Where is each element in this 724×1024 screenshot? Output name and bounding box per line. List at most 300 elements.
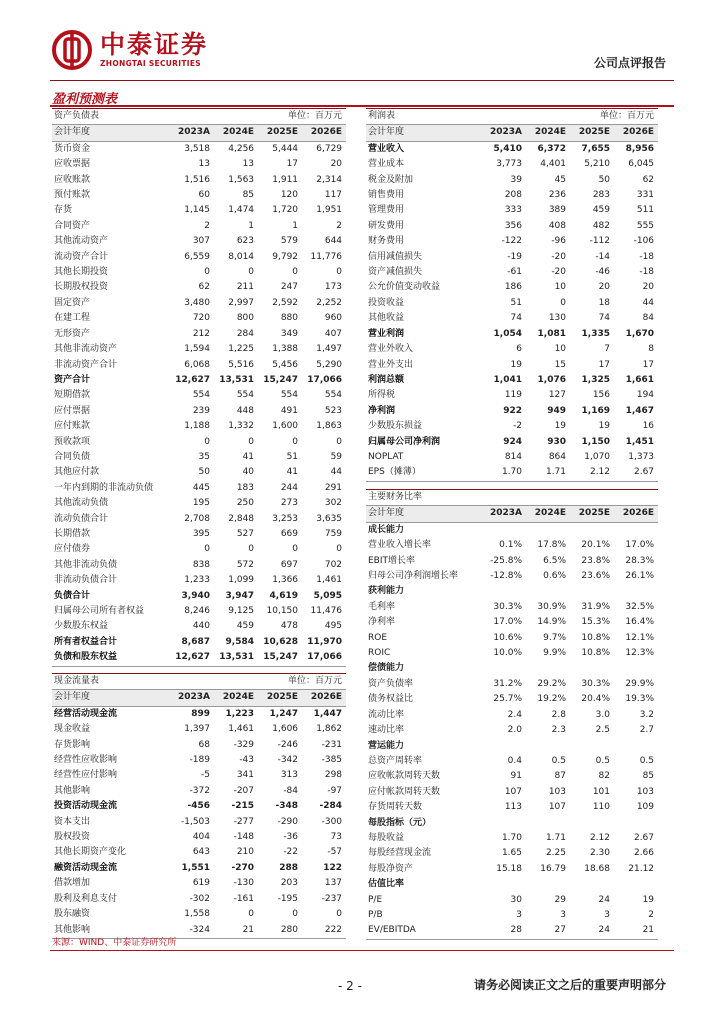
row-value: 23.8% (581, 555, 610, 566)
row-label: 股权投资 (54, 832, 91, 843)
row-value: 244 (280, 482, 299, 493)
row-value: 13,531 (214, 650, 258, 666)
row-value: 0 (204, 267, 210, 278)
row-value: 19.2% (537, 694, 566, 705)
row-value: 85 (242, 190, 255, 201)
row-label: 资产合计 (54, 374, 91, 385)
row-value: 291 (324, 482, 343, 493)
row-value: 1 (248, 220, 255, 231)
row-value: 2.67 (633, 832, 655, 843)
row-value: 17 (642, 359, 655, 370)
row-label: 资本支出 (54, 816, 91, 827)
table-header-row (52, 690, 346, 706)
row-value: 3,940 (181, 590, 210, 601)
row-value: 7,655 (581, 143, 611, 154)
table-row (366, 358, 658, 373)
row-value: 1,863 (316, 421, 343, 432)
row-label: EPS（摊薄） (366, 465, 482, 481)
row-value: 1,188 (184, 421, 210, 432)
row-value: -189 (189, 755, 210, 766)
row-value: 51 (510, 297, 522, 308)
row-value: 20 (598, 282, 611, 293)
row-value: -324 (170, 923, 214, 939)
table-row (52, 768, 346, 783)
row-value: -43 (239, 755, 255, 766)
row-value: 3,518 (184, 143, 210, 154)
row-value: 814 (504, 451, 522, 462)
row-label: 经营性应付影响 (54, 770, 118, 781)
row-value: -300 (321, 816, 343, 827)
table-row (52, 784, 346, 799)
row-value: 555 (636, 220, 655, 231)
table-row (366, 754, 658, 769)
column-header: 2024E (526, 125, 570, 141)
table-row (52, 157, 346, 172)
zhongtai-logo-icon (52, 30, 92, 70)
table-row (52, 419, 346, 434)
row-value: 247 (280, 282, 299, 293)
table-row (366, 173, 658, 188)
row-value: 10.6% (493, 632, 522, 643)
column-header: 2026E (614, 125, 658, 141)
row-value: 341 (236, 770, 255, 781)
row-value: 623 (236, 236, 255, 247)
row-value (614, 739, 658, 754)
row-label: 投资活动现金流 (54, 801, 118, 812)
table-row (366, 141, 658, 157)
row-label: 其他长期投资 (54, 267, 109, 278)
row-label: NOPLAT (368, 451, 404, 462)
row-value: 27 (526, 923, 570, 939)
column-header: 2024E (214, 690, 258, 706)
row-value: 495 (324, 621, 343, 632)
source-divider (50, 950, 674, 951)
table-row (366, 157, 658, 172)
table-row (52, 650, 346, 666)
row-value: -130 (233, 878, 255, 889)
row-value: 1,594 (184, 344, 210, 355)
row-value: 32.5% (625, 601, 655, 612)
row-value: 491 (280, 405, 299, 416)
row-value (526, 584, 570, 599)
financial-ratios-table (366, 489, 658, 940)
row-value: 14.9% (537, 617, 566, 628)
table-row (366, 311, 658, 326)
row-label: 营业收入增长率 (368, 540, 432, 551)
table-row (52, 635, 346, 650)
table-row (366, 831, 658, 846)
row-value: 21 (214, 923, 258, 939)
table-row (366, 862, 658, 877)
row-value: -18 (639, 267, 655, 278)
row-value: 0 (292, 436, 299, 447)
row-value: 82 (598, 771, 610, 782)
table-row (366, 203, 658, 218)
row-value: 2,848 (228, 513, 255, 524)
table-row (52, 250, 346, 265)
table-title: 利润表 (366, 109, 570, 125)
table-row (366, 188, 658, 203)
row-value: 85 (642, 771, 655, 782)
row-value: -57 (327, 847, 343, 858)
row-label: 资产负债率 (368, 678, 414, 689)
row-value: -19 (507, 251, 522, 262)
table-row (52, 527, 346, 542)
table-row (366, 342, 658, 357)
row-value: 30.3% (493, 601, 522, 612)
row-value: 20.4% (581, 694, 610, 705)
row-value: 0 (336, 909, 343, 920)
row-value: 1,041 (493, 374, 522, 385)
section-row (366, 522, 658, 538)
row-value: 17 (598, 359, 611, 370)
row-label: 所有者权益合计 (54, 636, 118, 647)
row-label: 每股经营现金流 (368, 848, 432, 859)
row-label: 非流动资产合计 (54, 359, 118, 370)
table-row (366, 234, 658, 249)
table-row (366, 296, 658, 311)
row-value: 2.5 (595, 725, 610, 736)
table-title: 主要财务比率 (366, 490, 658, 506)
row-value: 3.0 (595, 709, 610, 720)
table-row (366, 250, 658, 265)
row-value: 6.5% (543, 555, 566, 566)
row-value: 554 (324, 390, 343, 401)
row-value: 408 (548, 220, 567, 231)
row-label: 合同资产 (54, 220, 91, 231)
row-value: 74 (598, 313, 611, 324)
row-value: 2.67 (614, 465, 658, 481)
row-value: 356 (504, 220, 522, 231)
section-row (366, 584, 658, 599)
row-value: 5,410 (493, 143, 522, 154)
income-statement-table (366, 108, 658, 482)
row-value: 103 (548, 786, 566, 797)
table-row (366, 280, 658, 295)
row-value: 15 (554, 359, 567, 370)
row-value: 288 (279, 862, 299, 873)
table-row (52, 450, 346, 465)
row-label: 其他非流动资产 (54, 344, 118, 355)
row-value: -270 (231, 862, 255, 873)
row-value: -84 (283, 785, 299, 796)
row-value: 2.0 (507, 725, 522, 736)
row-label: 营业外收入 (368, 344, 414, 355)
row-label: 固定资产 (54, 297, 91, 308)
row-value: 2.12 (589, 832, 610, 843)
row-value (614, 522, 658, 538)
row-label: 流动资产合计 (54, 251, 109, 262)
row-value (570, 739, 614, 754)
table-row (52, 604, 346, 619)
row-value: 10.8% (581, 648, 610, 659)
row-value (482, 522, 526, 538)
row-value: 1,388 (272, 344, 299, 355)
table-row (52, 219, 346, 234)
row-value: -36 (283, 832, 299, 843)
row-label: P/E (368, 894, 383, 905)
row-label: 成长能力 (368, 524, 405, 535)
row-value: 930 (547, 436, 567, 447)
row-value: 333 (504, 205, 522, 216)
row-value: 156 (592, 390, 611, 401)
row-label: 预付账款 (54, 190, 91, 201)
row-value: 21 (614, 923, 658, 939)
row-value: 13,531 (219, 374, 255, 385)
row-value: 1,447 (313, 708, 343, 719)
row-value: 17.0% (493, 617, 522, 628)
report-type: 公司点评报告 (593, 56, 666, 70)
row-value: 459 (592, 205, 611, 216)
row-value: -25.8% (490, 555, 522, 566)
row-value: 3,253 (272, 513, 299, 524)
table-row (52, 481, 346, 496)
row-value: 8,956 (625, 143, 655, 154)
row-value: 2,997 (228, 297, 255, 308)
row-value: 210 (236, 847, 255, 858)
row-value: 107 (504, 786, 522, 797)
table-row (52, 358, 346, 373)
row-value (526, 816, 570, 831)
row-value: 20 (642, 282, 655, 293)
row-value: 9.7% (543, 632, 566, 643)
row-value: 1,467 (625, 405, 655, 416)
row-label: 营业利润 (368, 328, 405, 339)
column-header: 2024E (214, 125, 258, 141)
row-value: 302 (324, 498, 343, 509)
row-value: 6,068 (184, 359, 210, 370)
header-divider (50, 80, 674, 81)
row-label: 应付票据 (54, 405, 91, 416)
row-label: 其他影响 (52, 923, 170, 939)
row-value: 1,397 (184, 724, 210, 735)
row-value: 1.71 (545, 832, 566, 843)
row-value: 21.12 (628, 863, 655, 874)
row-label: 所得税 (368, 390, 396, 401)
row-value: 0 (292, 909, 299, 920)
row-value: 0 (336, 436, 343, 447)
row-value (570, 877, 614, 892)
table-title-row (366, 109, 658, 125)
row-value: 18 (598, 297, 611, 308)
row-value: 127 (548, 390, 567, 401)
row-label: 其他应付款 (54, 467, 100, 478)
table-title-row (52, 109, 346, 125)
row-value: 0 (336, 544, 343, 555)
row-value: 11,476 (310, 606, 343, 616)
row-value: 15.3% (581, 617, 610, 628)
row-value: -22 (283, 847, 299, 858)
row-value: 1,461 (228, 724, 255, 735)
table-row (366, 631, 658, 646)
row-value: 16.4% (625, 617, 655, 628)
row-label: 非流动负债合计 (54, 575, 118, 586)
row-value: 1,497 (316, 344, 343, 355)
table-row (366, 388, 658, 403)
row-value: 0.6% (543, 571, 566, 582)
row-value: 0.4 (507, 755, 522, 766)
row-value: 29 (554, 894, 566, 905)
row-label: 其他影响 (54, 785, 91, 796)
row-value: 44 (642, 297, 655, 308)
column-header: 2025E (570, 125, 614, 141)
row-value: 12.1% (625, 632, 655, 643)
table-row (52, 589, 346, 604)
row-value: -112 (589, 236, 611, 247)
row-value: 13 (242, 159, 255, 170)
table-row (366, 692, 658, 707)
row-value: 1,461 (316, 575, 343, 586)
row-value: 313 (280, 770, 299, 781)
row-value: 6,729 (316, 143, 343, 154)
table-unit: 单位：百万元 (258, 674, 346, 690)
row-value (482, 584, 526, 599)
column-header: 2023A (170, 125, 214, 141)
row-value: -106 (633, 236, 655, 247)
row-value: 459 (236, 621, 255, 632)
section-row (366, 816, 658, 831)
table-row (52, 141, 346, 157)
row-label: 货币资金 (54, 143, 91, 154)
row-value: 1,558 (184, 909, 210, 920)
row-label: 营业成本 (368, 159, 405, 170)
row-value: 62 (642, 174, 655, 185)
row-value: -20 (551, 251, 567, 262)
row-value: 960 (324, 313, 343, 324)
row-value: 195 (192, 498, 210, 509)
row-value: -215 (231, 801, 255, 812)
table-row (366, 908, 658, 923)
table-row (52, 512, 346, 527)
row-value: 1,335 (581, 328, 611, 339)
row-value: 20.1% (581, 540, 610, 551)
row-value: 554 (236, 390, 255, 401)
table-row (366, 600, 658, 615)
row-value: 45 (554, 174, 567, 185)
row-value: 579 (280, 236, 299, 247)
row-value (526, 739, 570, 754)
row-value: 39 (510, 174, 522, 185)
row-value: 3.2 (639, 709, 655, 720)
section-row (366, 661, 658, 676)
row-value: 478 (280, 621, 299, 632)
row-value (482, 739, 526, 754)
row-value: 1,325 (581, 374, 611, 385)
row-label: 应付债券 (54, 544, 91, 555)
row-value: 1,081 (537, 328, 567, 339)
row-value: -284 (319, 801, 343, 812)
row-label: 在建工程 (54, 313, 91, 324)
table-row (52, 435, 346, 450)
row-label: 毛利率 (368, 601, 396, 612)
row-value: -96 (551, 236, 567, 247)
row-value: 4,256 (228, 143, 255, 154)
table-row (52, 892, 346, 907)
row-value: 23.6% (581, 571, 610, 582)
row-value: 1,076 (537, 374, 567, 385)
row-value: 6 (516, 344, 522, 355)
row-value: 62 (198, 282, 210, 293)
row-label: 股利及利息支付 (54, 893, 118, 904)
row-value: 2.25 (545, 848, 566, 859)
table-row (52, 815, 346, 830)
row-value: 87 (554, 771, 566, 782)
table-row (52, 188, 346, 203)
row-value: 1,911 (272, 174, 299, 185)
table-row (366, 450, 658, 465)
row-label: 长期借款 (54, 528, 91, 539)
row-value: 186 (504, 282, 522, 293)
row-value (482, 816, 526, 831)
row-label: EBIT增长率 (368, 555, 416, 566)
row-value: 5,444 (272, 143, 299, 154)
row-label: 应收账款 (54, 174, 91, 185)
row-value: 16 (642, 421, 655, 432)
row-value (482, 877, 526, 892)
row-value: 0.5 (639, 755, 655, 766)
row-value: 2.30 (589, 848, 610, 859)
row-value: 122 (323, 862, 343, 873)
row-value: 619 (192, 878, 210, 889)
row-value: 1,225 (228, 344, 255, 355)
row-value: 0.5 (551, 755, 566, 766)
row-value: 17.0% (625, 540, 655, 551)
row-value: -122 (501, 236, 522, 247)
row-value: 899 (191, 708, 210, 719)
table-row (366, 435, 658, 450)
row-value: 1,150 (581, 436, 611, 447)
row-value: 669 (280, 528, 299, 539)
row-value: 119 (504, 390, 522, 401)
row-value: 523 (324, 405, 343, 416)
row-label: 营业外支出 (368, 359, 414, 370)
row-value: 6,559 (184, 251, 210, 262)
row-value: 8 (648, 344, 655, 355)
row-value: 5,290 (316, 359, 343, 370)
column-header: 会计年度 (366, 125, 482, 141)
row-value: 31.9% (581, 601, 610, 612)
row-value: 349 (280, 328, 299, 339)
row-value: 7 (604, 344, 611, 355)
row-value: 1,862 (316, 724, 343, 735)
row-value: 11,970 (307, 636, 343, 647)
row-value: 407 (324, 328, 343, 339)
row-value: 697 (280, 559, 299, 570)
row-label: 预收款项 (54, 436, 91, 447)
row-value: 1,366 (272, 575, 299, 586)
row-value: 3,773 (496, 159, 522, 170)
row-label: 财务费用 (368, 236, 405, 247)
column-header: 2023A (482, 125, 526, 141)
row-value: 19 (510, 359, 522, 370)
row-value: 16.79 (540, 863, 566, 874)
column-header: 会计年度 (52, 690, 170, 706)
row-value: 91 (510, 771, 522, 782)
row-value (570, 661, 614, 676)
row-label: 现金收益 (54, 724, 91, 735)
row-value: 554 (192, 390, 210, 401)
row-value: 395 (192, 528, 210, 539)
row-value: 29.2% (537, 678, 566, 689)
row-label: 其他非流动负债 (54, 559, 118, 570)
table-row (52, 876, 346, 891)
row-value: 51 (286, 451, 299, 462)
row-value: 5,210 (584, 159, 611, 170)
row-label: 营业收入 (368, 143, 405, 154)
row-value: 0 (248, 909, 255, 920)
table-row (52, 265, 346, 280)
table-title-row (52, 674, 346, 690)
